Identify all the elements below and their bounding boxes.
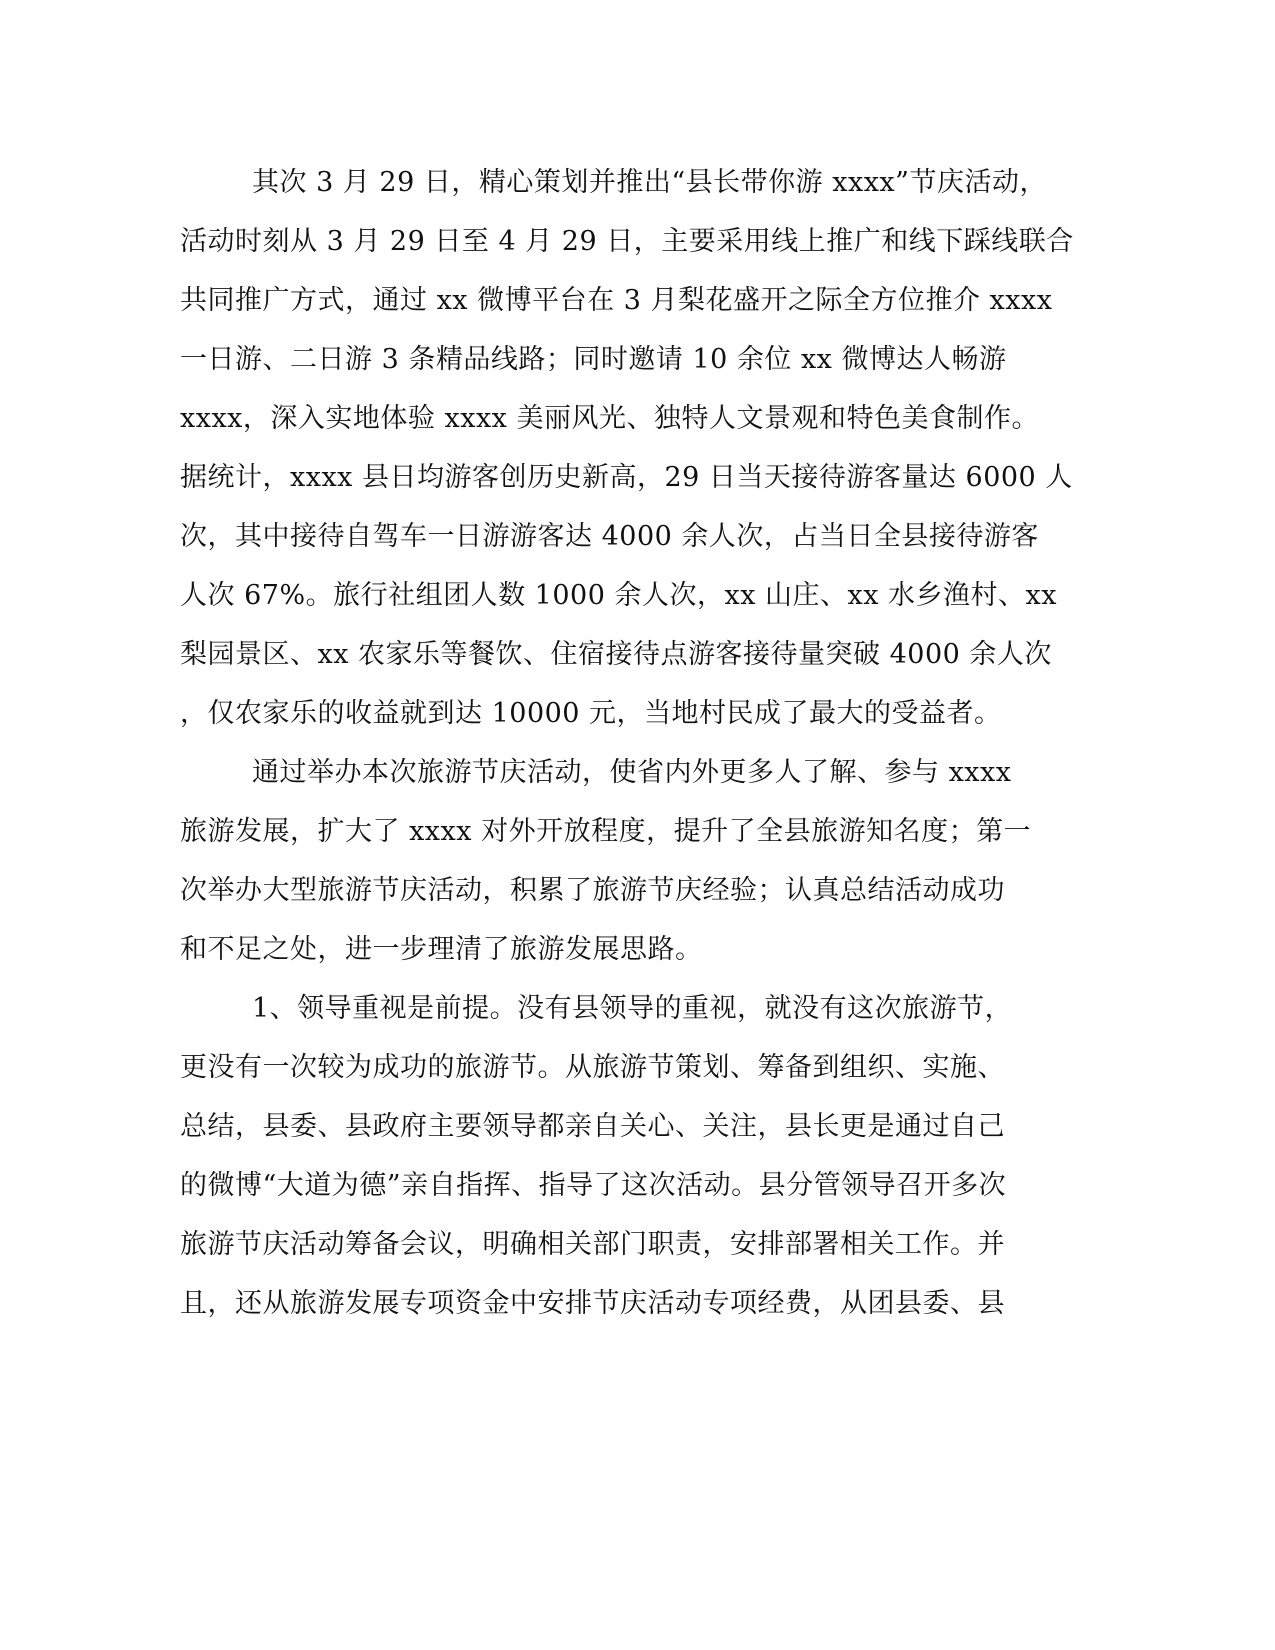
text-line: 1、领导重视是前提。没有县领导的重视，就没有这次旅游节，: [252, 993, 1013, 1024]
text-line: 一日游、二日游 3 条精品线路；同时邀请 10 余位 xx 微博达人畅游: [180, 344, 1007, 375]
text-line: 次举办大型旅游节庆活动，积累了旅游节庆经验；认真总结活动成功: [180, 875, 1005, 906]
text-line: xxxx，深入实地体验 xxxx 美丽风光、独特人文景观和特色美食制作。: [180, 403, 1039, 434]
text-line: 且，还从旅游发展专项资金中安排节庆活动专项经费，从团县委、县: [180, 1288, 1005, 1319]
text-line: 活动时刻从 3 月 29 日至 4 月 29 日，主要采用线上推广和线下踩线联合: [180, 226, 1074, 257]
text-line: 更没有一次较为成功的旅游节。从旅游节策划、筹备到组织、实施、: [180, 1052, 1005, 1083]
text-line: 的微博“大道为德”亲自指挥、指导了这次活动。县分管领导召开多次: [180, 1170, 1007, 1201]
text-line: 通过举办本次旅游节庆活动，使省内外更多人了解、参与 xxxx: [252, 757, 1012, 788]
text-line: ，仅农家乐的收益就到达 10000 元，当地村民成了最大的受益者。: [180, 698, 1002, 729]
text-line: 人次 67%。旅行社组团人数 1000 余人次，xx 山庄、xx 水乡渔村、xx: [180, 580, 1057, 611]
text-line: 据统计，xxxx 县日均游客创历史新高，29 日当天接待游客量达 6000 人: [180, 462, 1073, 493]
text-line: 总结，县委、县政府主要领导都亲自关心、关注，县长更是通过自己: [180, 1111, 1005, 1142]
text-line: 旅游节庆活动筹备会议，明确相关部门职责，安排部署相关工作。并: [180, 1229, 1005, 1260]
text-line: 和不足之处，进一步理清了旅游发展思路。: [180, 934, 703, 965]
text-line: 共同推广方式，通过 xx 微博平台在 3 月梨花盛开之际全方位推介 xxxx: [180, 285, 1053, 316]
text-line: 次，其中接待自驾车一日游游客达 4000 余人次，占当日全县接待游客: [180, 521, 1039, 552]
text-line: 其次 3 月 29 日，精心策划并推出“县长带你游 xxxx”节庆活动，: [252, 167, 1047, 198]
text-line: 旅游发展，扩大了 xxxx 对外开放程度，提升了全县旅游知名度；第一: [180, 816, 1032, 847]
text-line: 梨园景区、xx 农家乐等餐饮、住宿接待点游客接待量突破 4000 余人次: [180, 639, 1052, 670]
